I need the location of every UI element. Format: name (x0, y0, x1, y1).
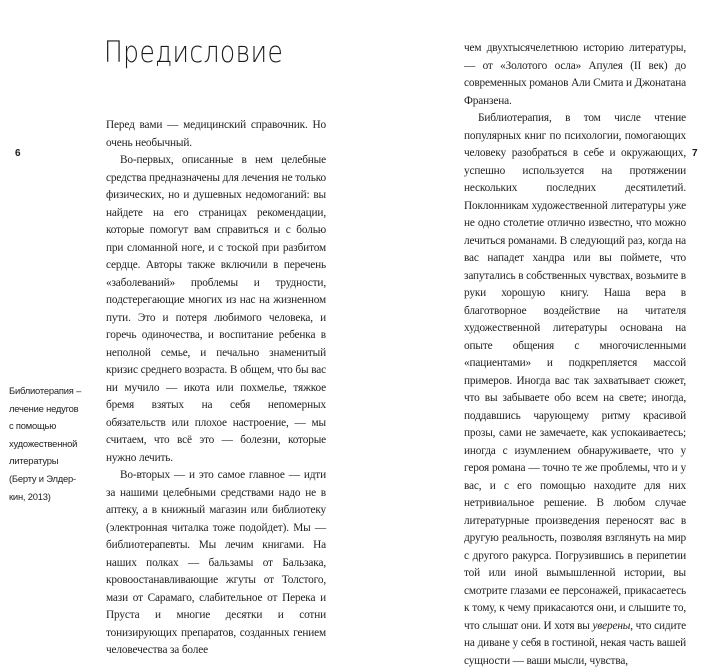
margin-note-line: художественной (9, 437, 78, 449)
paragraph-bibliotherapy (464, 110, 686, 670)
emphasized-word: уверены (592, 619, 631, 632)
page-title: Предисловие (104, 35, 284, 69)
paragraph-continuation: чем двухтысячелетнюю историю литературы, — от «Золотого осла» Апулея (II век) до современных романов Али Смита и Джонатана Франзена. (464, 42, 686, 107)
left-text-column (106, 117, 326, 660)
paragraph-first-point: Во-первых, описанные в нем целебные средства предназначены для лечения не только физических, но и душевных недомоганий: вы найдете на его страницах рекомендации, которые помогут вам справиться и с болью при сломанной ноге, и с тоской при разбитом сердце. Авторы также включили в перечень «заболеваний» проблемы и трудности, подстерегающие многих из нас на жизненном пути. Это и потеря любимого человека, и горечь одиночества, и воспитание ребенка в неполной семье, и печально знаменитый кризис среднего возраста. В общем, что бы вас ни мучило — икота или похмелье, тяжкое бремя взятых на себя непомерных обязательств или плохое настроение, — мы считаем, что всё это — болезни, которые нужно лечить. (106, 154, 326, 464)
left-page (0, 0, 357, 656)
page-number-right: 7 (692, 148, 698, 159)
paragraph-intro: Перед вами — медицинский справочник. Но очень необычный. (106, 119, 326, 149)
margin-note-line: с помощью (9, 420, 57, 432)
paragraph-text: Библиотерапия, в том числе чтение популярных книг по психологии, помогающих человеку разобраться в себе и окружающих, успешно используется на протяжении нескольких последних десятилетий. Поклонникам художественной литературы уже не одно столетие отлично известно, что можно лечиться романами. В следующий раз, когда на вас нападет хандра или вы поймете, что запутались в собственных чувствах, возьмите в руки хорошую книгу. Наша вера в благотворное воздействие на читателя художественной литературы основана на опыте общения с многочисленными «пациентами» и подкрепляется массой примеров. Иногда вас так захватывает сюжет, что вы забываете обо всем на свете; иногда, поддавшись чарующему ритму красивой прозы, сами не замечаете, как успокаиваетесь; иногда с изумлением обнаруживаете, что у героя романа — точно те же проблемы, что и у вас, и с его помощью находите для них нетривиальное решение. В любом случае литературные произведения переносят вас в другую реальность, позволяя взглянуть на мир с другого ракурса. Погрузившись в перипетии той или иной вымышленной истории, вы смотрите глазами ее персонажей, прикасаетесь к тому, к чему прикасаются они, и слышите то, что слышат они. И хотя вы (464, 112, 686, 632)
page-number-left: 6 (15, 148, 21, 159)
right-page (357, 0, 714, 667)
paragraph-second-point: Во-вторых — и это самое главное — идти за нашими целебными средствами надо не в аптеку, а в книжный магазин или библиотеку (электронная читалка тоже подойдет). Мы — библиотерапевты. Мы лечим книгами. На наших полках — бальзамы от Бальзака, кровоостанавливающие жгуты от Толстого, мази от Сарамаго, слабительное от Перека и Пруста и многие десятки и сотни тонизирующих препаратов, созданных гением человечества за более (106, 469, 326, 656)
margin-note-line: лечение недугов (9, 402, 79, 414)
right-text-column (464, 40, 686, 670)
margin-note (9, 382, 101, 505)
margin-note-line: кин, 2013) (9, 490, 51, 502)
paragraph-text: , что сидите на диване у себя в гостиной, некая часть вашей сущности — ваши мысли, чувства, (464, 619, 686, 667)
margin-note-line: литературы (9, 455, 59, 467)
margin-note-line: Библиотерапия – (9, 385, 82, 396)
margin-note-line: (Берту и Элдер- (9, 472, 76, 484)
